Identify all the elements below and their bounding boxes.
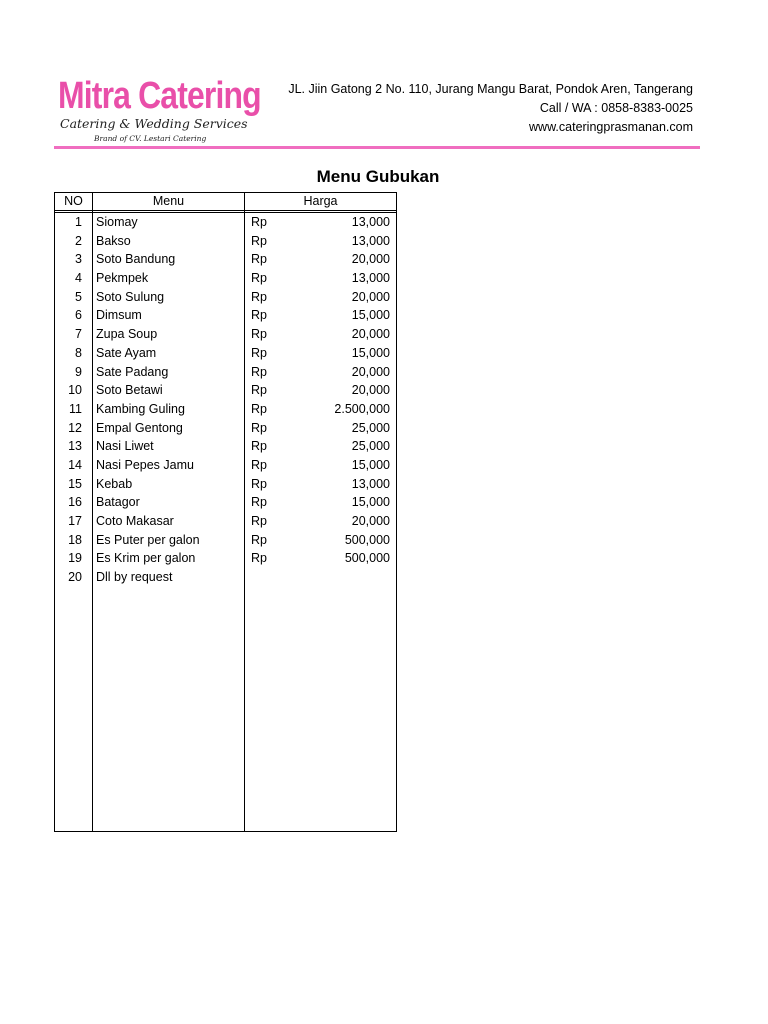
price-amount: 13,000 (351, 271, 390, 286)
table-row (55, 288, 396, 307)
row-number: 16 (68, 495, 82, 510)
table-row (55, 269, 396, 288)
row-number: 6 (75, 308, 82, 323)
price-amount: 13,000 (351, 233, 390, 248)
currency-label: Rp (251, 401, 267, 416)
menu-item-name: Pekmpek (96, 271, 149, 286)
table-row (55, 549, 396, 568)
column-header-menu: Menu (152, 194, 185, 208)
price-amount: 20,000 (351, 327, 390, 342)
row-number: 12 (68, 420, 82, 435)
row-number: 4 (75, 271, 82, 286)
row-number: 20 (68, 570, 82, 585)
row-number: 5 (75, 289, 82, 304)
price-amount: 13,000 (351, 476, 390, 491)
currency-label: Rp (251, 532, 267, 547)
table-row (55, 512, 396, 531)
menu-item-name: Kambing Guling (96, 401, 185, 416)
currency-label: Rp (251, 514, 267, 528)
menu-item-name: Batagor (96, 495, 140, 510)
currency-label: Rp (251, 364, 267, 379)
contact-block (288, 80, 693, 137)
menu-item-name: Nasi Pepes Jamu (96, 457, 194, 472)
price-amount: 13,000 (351, 215, 390, 229)
menu-item-name: Sate Ayam (96, 345, 157, 360)
menu-item-name: Dimsum (96, 308, 142, 323)
price-amount: 500,000 (344, 532, 390, 547)
table-row (55, 250, 396, 269)
row-number: 8 (75, 345, 82, 360)
price-amount: 500,000 (344, 551, 390, 566)
logo-tagline: Catering & Wedding Services (60, 116, 248, 131)
currency-label: Rp (251, 551, 267, 566)
currency-label: Rp (251, 308, 267, 323)
price-amount: 20,000 (351, 383, 390, 398)
table-row (55, 325, 396, 344)
logo-title: Mitra Catering (58, 75, 261, 117)
currency-label: Rp (251, 252, 267, 267)
table-row (55, 213, 396, 232)
row-number: 15 (68, 476, 82, 491)
row-number: 3 (75, 252, 82, 267)
currency-label: Rp (251, 439, 267, 454)
price-amount: 15,000 (351, 457, 390, 472)
menu-item-name: Dll by request (96, 570, 173, 585)
row-number: 1 (75, 215, 82, 229)
column-header-no: NO (64, 194, 83, 208)
row-number: 7 (75, 327, 82, 342)
price-amount: 15,000 (351, 308, 390, 323)
price-amount: 2.500,000 (334, 401, 390, 416)
menu-item-name: Es Krim per galon (96, 551, 196, 566)
table-row (55, 493, 396, 512)
row-number: 19 (68, 551, 82, 566)
table-row (55, 363, 396, 382)
table-row (55, 400, 396, 419)
currency-label: Rp (251, 345, 267, 360)
table-body (55, 213, 396, 587)
page-title: Menu Gubukan (316, 167, 440, 186)
currency-label: Rp (251, 271, 267, 286)
table-row (55, 568, 396, 587)
currency-label: Rp (251, 495, 267, 510)
currency-label: Rp (251, 289, 267, 304)
currency-label: Rp (251, 327, 267, 342)
phone-text: Call / WA : 0858-8383-0025 (539, 101, 693, 115)
table-row (55, 475, 396, 494)
price-amount: 15,000 (351, 495, 390, 510)
table-row (55, 381, 396, 400)
table-row (55, 344, 396, 363)
table-row (55, 437, 396, 456)
menu-item-name: Bakso (96, 233, 131, 248)
menu-price-table (54, 192, 397, 832)
row-number: 9 (75, 364, 82, 379)
currency-label: Rp (251, 383, 267, 398)
currency-label: Rp (251, 420, 267, 435)
price-amount: 20,000 (351, 289, 390, 304)
menu-item-name: Empal Gentong (96, 420, 183, 435)
price-amount: 20,000 (351, 252, 390, 267)
price-amount: 15,000 (351, 345, 390, 360)
price-amount: 25,000 (351, 439, 390, 454)
menu-item-name: Zupa Soup (96, 327, 158, 342)
header-divider (54, 146, 700, 149)
menu-item-name: Soto Sulung (96, 289, 165, 304)
currency-label: Rp (251, 457, 267, 472)
website-link[interactable]: www.cateringprasmanan.com (529, 120, 693, 134)
table-row (55, 232, 396, 251)
address-text: JL. Jiin Gatong 2 No. 110, Jurang Mangu Barat, Pondok Aren, Tangerang (288, 82, 693, 96)
row-number: 18 (68, 532, 82, 547)
menu-item-name: Kebab (96, 476, 133, 491)
menu-item-name: Soto Bandung (96, 252, 176, 267)
row-number: 13 (68, 439, 82, 454)
table-row (55, 456, 396, 475)
currency-label: Rp (251, 233, 267, 248)
column-header-harga: Harga (303, 194, 338, 208)
table-row (55, 531, 396, 550)
row-number: 14 (68, 457, 82, 472)
menu-item-name: Sate Padang (96, 364, 169, 379)
logo-brand: Brand of CV. Lestari Catering (94, 134, 207, 143)
menu-item-name: Es Puter per galon (96, 532, 200, 547)
row-number: 17 (68, 514, 82, 528)
row-number: 10 (68, 383, 82, 398)
table-row (55, 306, 396, 325)
price-amount: 20,000 (351, 514, 390, 528)
menu-item-name: Siomay (96, 215, 138, 229)
currency-label: Rp (251, 215, 267, 229)
row-number: 2 (75, 233, 82, 248)
price-amount: 25,000 (351, 420, 390, 435)
table-row (55, 419, 396, 438)
menu-item-name: Nasi Liwet (96, 439, 154, 454)
row-number: 11 (69, 401, 82, 416)
price-amount: 20,000 (351, 364, 390, 379)
currency-label: Rp (251, 476, 267, 491)
menu-item-name: Coto Makasar (96, 514, 174, 528)
menu-item-name: Soto Betawi (96, 383, 163, 398)
